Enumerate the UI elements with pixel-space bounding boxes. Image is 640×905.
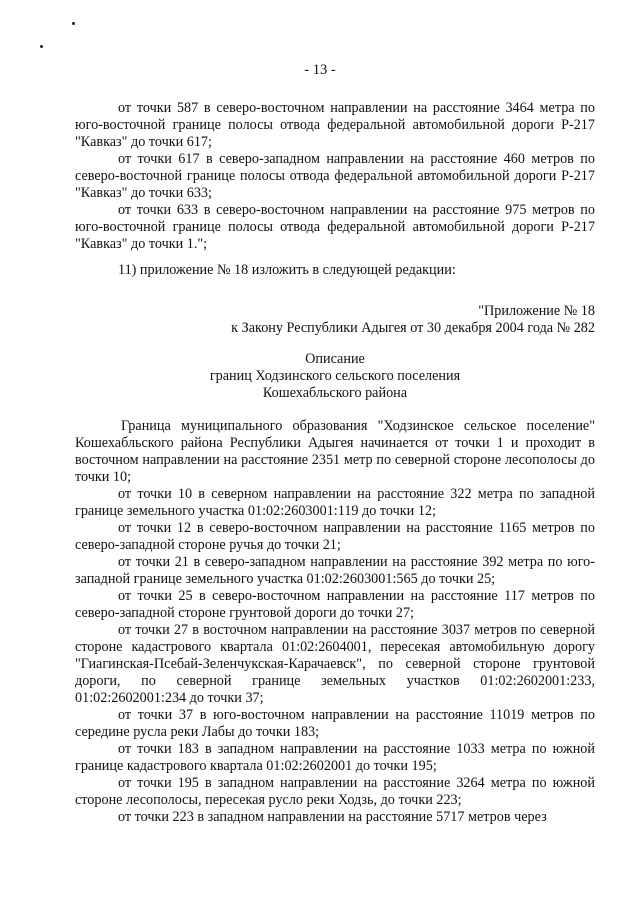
paragraph: от точки 195 в западном направлении на расстояние 3264 метра по южной стороне лесополосы, пересекая русло реки Ходзь, до точки 223;: [75, 775, 595, 808]
appendix-heading: [75, 303, 595, 337]
heading-line: границ Ходзинского сельского поселения: [209, 368, 461, 384]
paragraph: от точки 183 в западном направлении на расстояние 1033 метра по южной границе кадастрового квартала 01:02:2602001 до точки 195;: [75, 741, 595, 774]
paragraph: от точки 633 в северо-восточном направлении на расстояние 975 метров по юго-восточной границе полосы отвода федеральной автомобильной дороги Р-217 "Кавказ" до точки 1.";: [75, 202, 595, 252]
paragraph: от точки 27 в восточном направлении на расстояние 3037 метров по северной стороне кадастрового квартала 01:02:2604001, пересекая автомобильную дорогу "Гиагинская-Псебай-Зеленчукская-Карачаевск", по северной стороне грунтовой дороги, по северной границе земельных участков 01:02:2602001:233, 01:02:2602001:234 до точки 37;: [75, 622, 595, 706]
paragraph: от точки 617 в северо-западном направлении на расстояние 460 метров по северо-восточной границе полосы отвода федеральной автомобильной дороги Р-217 "Кавказ" до точки 633;: [75, 151, 595, 201]
heading-line: Описание: [305, 351, 365, 367]
scan-speck: [72, 22, 75, 25]
paragraph: от точки 10 в северном направлении на расстояние 322 метра по западной границе земельного участка 01:02:2603001:119 до точки 12;: [75, 486, 595, 519]
paragraph: от точки 12 в северо-восточном направлении на расстояние 1165 метров по северо-западной стороне ручья до точки 21;: [75, 520, 595, 553]
amendment-instruction: 11) приложение № 18 изложить в следующей редакции:: [118, 262, 456, 278]
paragraph: Граница муниципального образования "Ходзинское сельское поселение" Кошехабльского района Республики Адыгея начинается от точки 1 и проходит в восточном направлении на расстояние 2351 метр по северной стороне лесополосы до точки 10;: [75, 418, 595, 485]
paragraph: от точки 25 в северо-восточном направлении на расстояние 117 метров по северо-западной стороне грунтовой дороги до точки 27;: [75, 588, 595, 621]
paragraph: от точки 223 в западном направлении на расстояние 5717 метров через: [118, 809, 547, 825]
page-number: - 13 -: [304, 62, 336, 78]
description-heading: [75, 351, 595, 402]
amendment-item: [75, 262, 595, 279]
paragraph: от точки 37 в юго-восточном направлении на расстояние 11019 метров по середине русла реки Лабы до точки 183;: [75, 707, 595, 740]
scan-speck: [40, 45, 43, 48]
boundary-description: [75, 418, 595, 826]
appendix-reference: к Закону Республики Адыгея от 30 декабря 2004 года № 282: [231, 320, 595, 336]
continued-points-block: [75, 100, 595, 253]
paragraph: от точки 21 в северо-западном направлении на расстояние 392 метра по юго-западной границе земельного участка 01:02:2603001:565 до точки 25;: [75, 554, 595, 587]
heading-line: Кошехабльского района: [262, 385, 408, 401]
paragraph: от точки 587 в северо-восточном направлении на расстояние 3464 метра по юго-восточной границе полосы отвода федеральной автомобильной дороги Р-217 "Кавказ" до точки 617;: [75, 100, 595, 150]
appendix-title: "Приложение № 18: [478, 303, 595, 319]
